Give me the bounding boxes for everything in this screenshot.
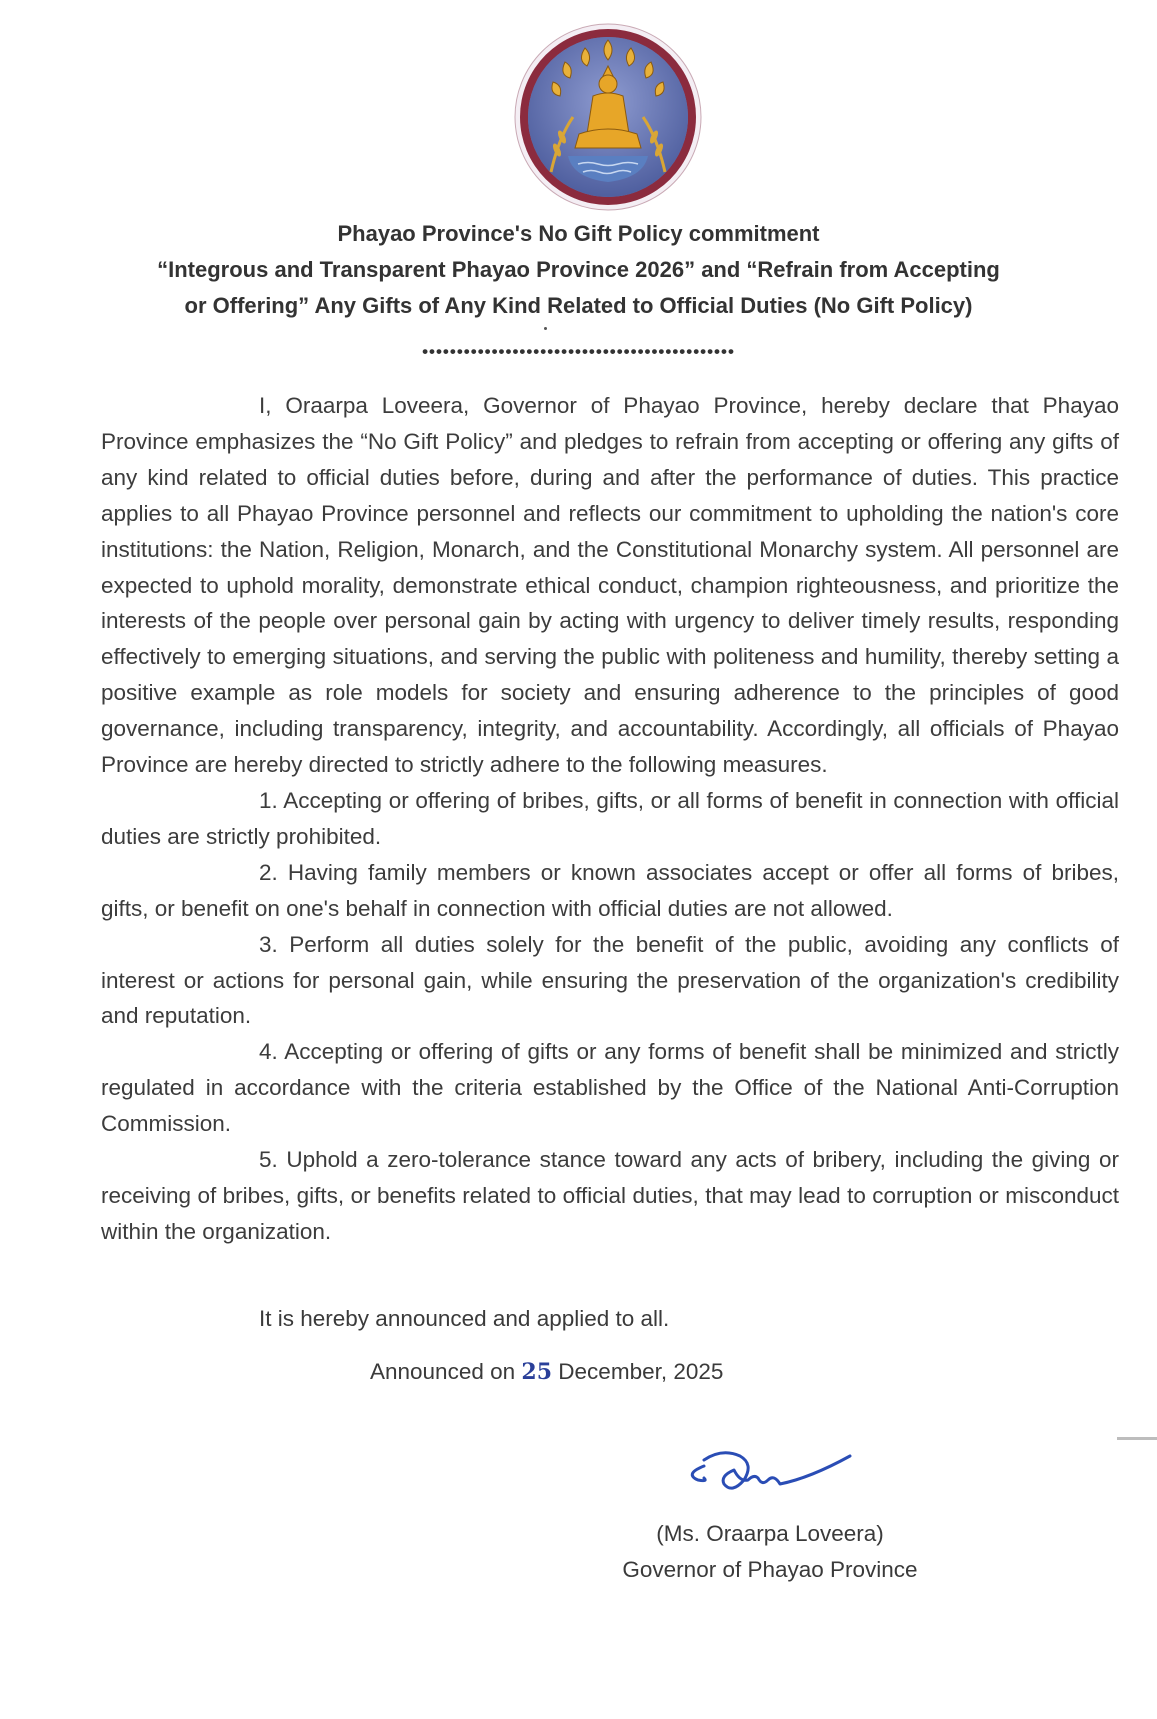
announcement-line: It is hereby announced and applied to all. bbox=[259, 1306, 670, 1331]
announced-suffix: December, 2025 bbox=[558, 1359, 724, 1384]
title-line-3: or Offering” Any Gifts of Any Kind Related to Official Duties (No Gift Policy) bbox=[184, 293, 973, 318]
measure-item-1: 1. Accepting or offering of bribes, gifts, or all forms of benefit in connection with official duties are strictly prohibited. bbox=[101, 787, 1119, 849]
signatory-name: (Ms. Oraarpa Loveera) bbox=[656, 1521, 884, 1546]
stray-dot bbox=[544, 327, 547, 330]
handwritten-signature bbox=[676, 1440, 862, 1506]
measure-item-5: 5. Uphold a zero-tolerance stance toward any acts of bribery, including the giving or receiving of bribes, gifts, or benefits related to official duties, that may lead to corruption or misconduct within the organization. bbox=[101, 1147, 1119, 1244]
document-title bbox=[80, 216, 1077, 324]
scan-edge-mark bbox=[1117, 1437, 1157, 1440]
announced-prefix: Announced on bbox=[370, 1359, 516, 1384]
measure-item-4: 4. Accepting or offering of gifts or any forms of benefit shall be minimized and strictly regulated in accordance with the criteria established by the Office of the National Anti-Corruption Commission. bbox=[101, 1039, 1119, 1137]
measure-item-3: 3. Perform all duties solely for the benefit of the public, avoiding any conflicts of interest or actions for personal gain, while ensuring the preservation of the organization's credibility and reputation. bbox=[101, 931, 1119, 1029]
phayao-province-seal-icon bbox=[513, 22, 703, 212]
announcement-date bbox=[370, 1355, 723, 1389]
dotted-separator: ••••••••••••••••••••••••••••••••••••••••••••• bbox=[422, 342, 735, 361]
signatory-title: Governor of Phayao Province bbox=[622, 1557, 918, 1582]
declaration-body bbox=[101, 388, 1119, 1250]
measure-item-2: 2. Having family members or known associates accept or offer all forms of bribes, gifts, or benefit on one's behalf in connection with official duties are not allowed. bbox=[101, 859, 1119, 921]
title-line-1: Phayao Province's No Gift Policy commitment bbox=[337, 221, 820, 246]
declaration-intro: I, Oraarpa Loveera, Governor of Phayao Province, hereby declare that Phayao Province emphasizes the “No Gift Policy” and pledges to refrain from accepting or offering any gifts of any kind related to official duties before, during and after the performance of duties. This practice applies to all Phayao Province personnel and reflects our commitment to upholding the nation's core institutions: the Nation, Religion, Monarch, and the Constitutional Monarchy system. All personnel are expected to uphold morality, demonstrate ethical conduct, champion righteousness, and prioritize the interests of the people over personal gain by acting with urgency to deliver timely results, responding effectively to emerging situations, and serving the public with politeness and humility, thereby setting a positive example as role models for society and ensuring adherence to the principles of good governance, including transparency, integrity, and accountability. Accordingly, all officials of Phayao Province are hereby directed to strictly adhere to the following measures. bbox=[101, 393, 1119, 778]
announced-day: 25 bbox=[521, 1359, 553, 1385]
title-line-2: “Integrous and Transparent Phayao Province 2026” and “Refrain from Accepting bbox=[157, 257, 1000, 282]
